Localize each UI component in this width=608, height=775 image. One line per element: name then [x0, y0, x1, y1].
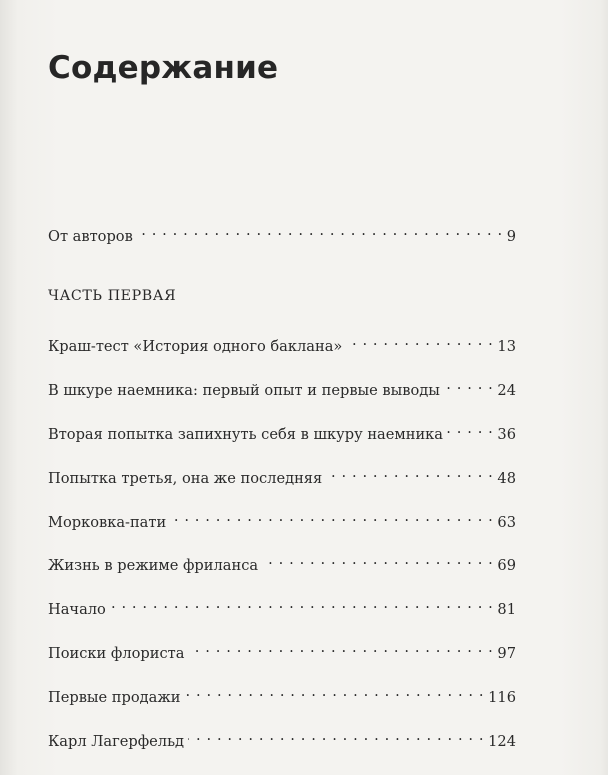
toc-page-number: 63 [497, 514, 516, 531]
toc-leader-dots [444, 375, 494, 395]
toc-page-number: 36 [497, 426, 516, 443]
toc-entry [48, 507, 516, 531]
toc-page-number: 81 [497, 601, 516, 618]
toc-page-number: 13 [497, 338, 516, 355]
toc-leader-dots [185, 682, 485, 702]
toc-page-number: 48 [497, 470, 516, 487]
toc-entry-label: Морковка-пати [48, 514, 167, 531]
toc-leader-dots [170, 507, 493, 527]
toc-entry-label: Начало [48, 601, 106, 618]
toc-page-number: 124 [488, 733, 516, 750]
toc-leader-dots [188, 726, 484, 746]
toc-entry-label: Карл Лагерфельд [48, 733, 185, 750]
toc-entry-label: В шкуре наемника: первый опыт и первые выводы [48, 382, 440, 399]
toc-entry-label: От авторов [48, 228, 133, 245]
toc-leader-dots [447, 419, 493, 439]
toc-entry-label: Краш-тест «История одного баклана» [48, 338, 343, 355]
section-heading: ЧАСТЬ ПЕРВАЯ [48, 288, 177, 304]
toc-entry-label: Попытка третья, она же последняя [48, 470, 323, 487]
toc-entry [48, 375, 516, 399]
toc-leader-dots [137, 221, 503, 241]
toc-entry [48, 331, 516, 355]
toc-leader-dots [262, 550, 493, 570]
toc-page-number: 9 [506, 228, 516, 245]
toc-entry [48, 682, 516, 706]
toc-entry [48, 550, 516, 574]
toc-entry [48, 726, 516, 750]
toc-page-number: 24 [497, 382, 516, 399]
toc-entry [48, 419, 516, 443]
toc-entry-intro [48, 221, 516, 245]
toc-entry-label: Жизнь в режиме фриланса [48, 557, 259, 574]
toc-page-number: 97 [497, 645, 516, 662]
toc-entry-label: Первые продажи [48, 689, 181, 706]
toc-entry-label: Вторая попытка запихнуть себя в шкуру наемника [48, 426, 444, 443]
toc-entry-label: Поиски флориста [48, 645, 185, 662]
toc-entry [48, 638, 516, 662]
page-title: Содержание [48, 50, 279, 86]
toc-leader-dots [110, 594, 494, 614]
toc-page-number: 69 [497, 557, 516, 574]
toc-page-number: 116 [488, 689, 516, 706]
toc-leader-dots [188, 638, 493, 658]
toc-entry [48, 594, 516, 618]
toc-entry [48, 463, 516, 487]
toc-leader-dots [346, 331, 493, 351]
toc-leader-dots [326, 463, 493, 483]
